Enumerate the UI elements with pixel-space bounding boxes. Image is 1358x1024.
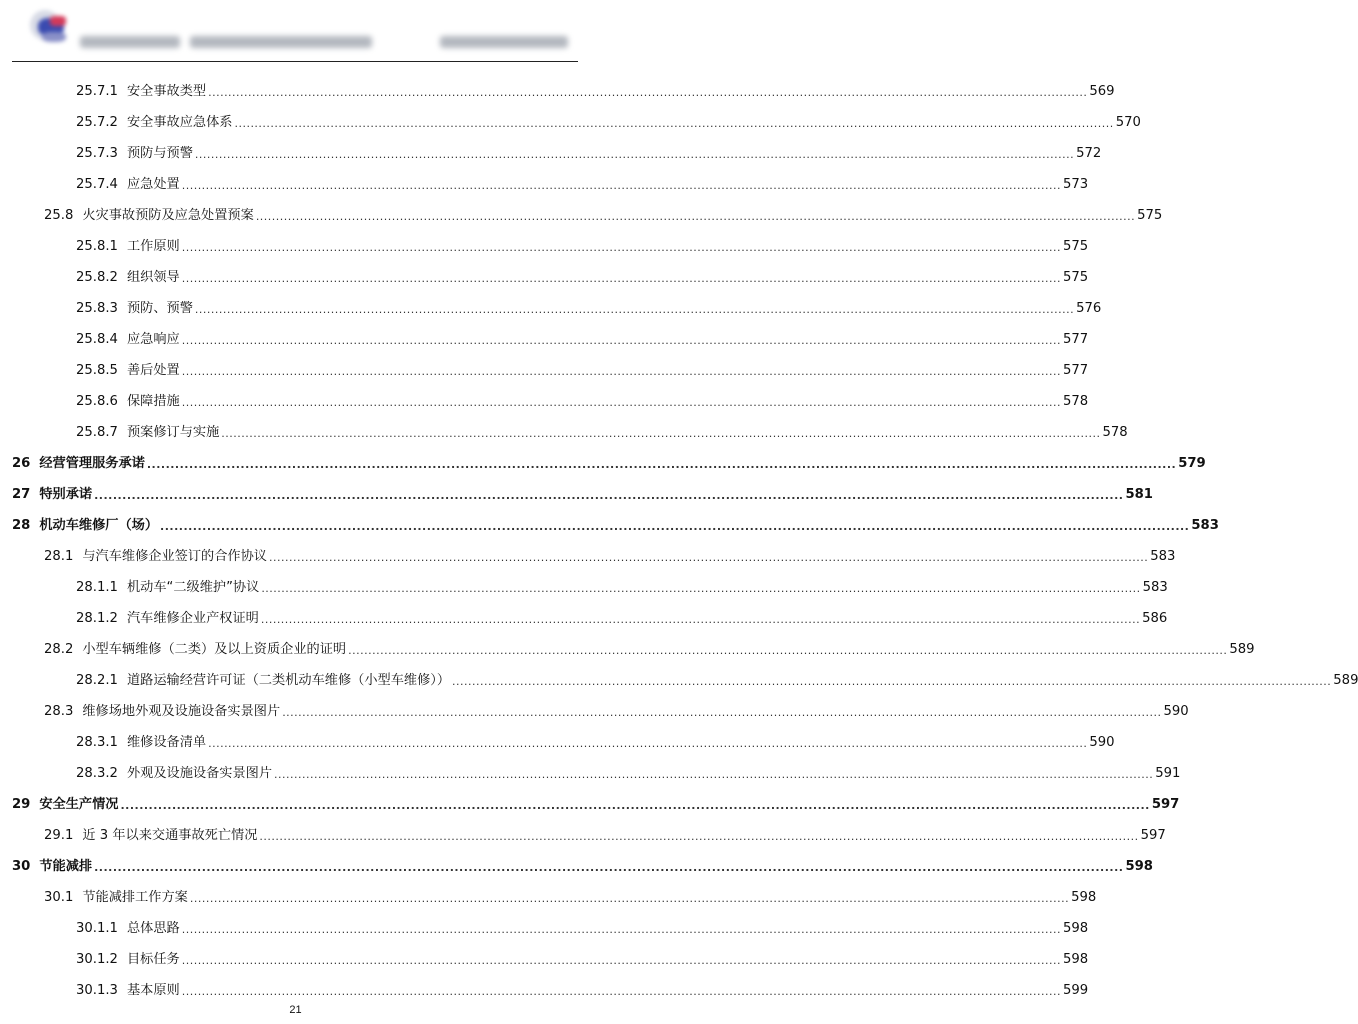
toc-entry-number: 28.1.2 — [76, 611, 118, 626]
toc-entry-page: 578 — [1062, 394, 1089, 409]
header-blurred-text-left — [80, 36, 180, 48]
toc-entry-page: 590 — [1089, 735, 1115, 750]
dot-leader: ............................................................................................................................................................................................................................ — [255, 210, 1136, 223]
dot-leader: ............................................................................................................................................................................................................................ — [181, 334, 1061, 347]
toc-entry-number: 29.1 — [44, 828, 74, 843]
toc-entry-number: 25.8.4 — [76, 332, 118, 347]
toc-entry-number: 25.7.4 — [76, 177, 118, 192]
dot-leader: ............................................................................................................................................................................................................................ — [181, 241, 1061, 254]
toc-entry-number: 30.1 — [44, 890, 74, 905]
page-header — [0, 0, 591, 62]
toc-entry-number: 28.3 — [44, 704, 74, 719]
toc-entry[interactable] — [12, 485, 1153, 505]
toc-entry-number: 30.1.1 — [76, 921, 118, 936]
toc-entry-number: 30.1.2 — [76, 952, 118, 967]
toc-entry[interactable] — [76, 82, 1115, 102]
toc-entry-title: 维修场地外观及设施设备实景图片 — [82, 704, 281, 719]
dot-leader: ............................................................................................................................................................................................................................ — [348, 644, 1228, 657]
toc-entry[interactable] — [76, 330, 1089, 350]
toc-entry[interactable] — [44, 640, 1255, 660]
dot-leader: ............................................................................................................................................................................................................................ — [274, 768, 1154, 781]
toc-entry-title: 安全事故应急体系 — [126, 115, 233, 130]
toc-entry-number: 25.8.2 — [76, 270, 118, 285]
toc-entry-title: 维修设备清单 — [126, 735, 207, 750]
dot-leader: ............................................................................................................................................................................................................................ — [146, 458, 1177, 471]
dot-leader: ............................................................................................................................................................................................................................ — [181, 272, 1061, 285]
toc-entry-page: 583 — [1150, 549, 1176, 564]
dot-leader: ............................................................................................................................................................................................................................ — [94, 489, 1124, 502]
toc-entry-page: 576 — [1076, 301, 1102, 316]
toc-entry[interactable] — [76, 733, 1115, 753]
toc-entry-page: 583 — [1142, 580, 1168, 595]
header-blurred-text-right — [440, 36, 568, 48]
toc-entry-title: 善后处置 — [126, 363, 180, 378]
toc-entry-page: 590 — [1163, 704, 1189, 719]
toc-entry[interactable] — [76, 578, 1168, 598]
dot-leader: ............................................................................................................................................................................................................................ — [208, 737, 1088, 750]
toc-entry-title: 基本原则 — [126, 983, 180, 998]
toc-entry-number: 28.1 — [44, 549, 74, 564]
toc-entry-page: 598 — [1062, 952, 1089, 967]
toc-entry-page: 575 — [1137, 208, 1163, 223]
toc-entry-number: 28.2.1 — [76, 673, 118, 688]
toc-entry-title: 安全事故类型 — [126, 84, 207, 99]
toc-entry[interactable] — [76, 144, 1102, 164]
toc-entry[interactable] — [76, 113, 1141, 133]
toc-entry-number: 25.7.2 — [76, 115, 118, 130]
toc-entry[interactable] — [12, 795, 1180, 815]
toc-entry-number: 25.7.3 — [76, 146, 118, 161]
toc-entry-number: 30 — [12, 859, 31, 874]
toc-entry[interactable] — [76, 268, 1089, 288]
dot-leader: ............................................................................................................................................................................................................................ — [181, 954, 1061, 967]
toc-entry-title: 机动车“二级维护”协议 — [126, 580, 260, 595]
toc-entry-page: 597 — [1151, 797, 1180, 812]
toc-entry-title: 近 3 年以来交通事故死亡情况 — [82, 828, 258, 843]
toc-entry-page: 577 — [1062, 332, 1089, 347]
toc-entry-page: 575 — [1062, 270, 1089, 285]
dot-leader: ............................................................................................................................................................................................................................ — [181, 985, 1061, 998]
header-rule — [12, 61, 578, 62]
toc-entry-page: 598 — [1071, 890, 1097, 905]
toc-entry-title: 汽车维修企业产权证明 — [126, 611, 259, 626]
toc-entry-page: 581 — [1125, 487, 1153, 502]
toc-entry-page: 598 — [1125, 859, 1153, 874]
company-logo — [22, 6, 80, 50]
toc-entry[interactable] — [12, 857, 1153, 877]
toc-entry-page: 579 — [1178, 456, 1206, 471]
toc-entry[interactable] — [76, 609, 1168, 629]
toc-entry-number: 25.8.3 — [76, 301, 118, 316]
toc-entry-number: 28.2 — [44, 642, 74, 657]
toc-entry-number: 28.1.1 — [76, 580, 118, 595]
dot-leader: ............................................................................................................................................................................................................................ — [234, 117, 1114, 130]
toc-entry-page: 575 — [1062, 239, 1089, 254]
toc-entry[interactable] — [76, 981, 1089, 1001]
toc-entry[interactable] — [76, 671, 1358, 691]
toc-entry-page: 570 — [1115, 115, 1141, 130]
toc-entry[interactable] — [12, 516, 1219, 536]
toc-entry-number: 27 — [12, 487, 31, 502]
toc-entry-page: 591 — [1155, 766, 1181, 781]
dot-leader: ............................................................................................................................................................................................................................ — [261, 582, 1141, 595]
toc-entry-title: 预案修订与实施 — [126, 425, 220, 440]
toc-entry-title: 火灾事故预防及应急处置预案 — [82, 208, 254, 223]
dot-leader: ............................................................................................................................................................................................................................ — [189, 892, 1070, 905]
toc-entry-title: 节能减排工作方案 — [82, 890, 188, 905]
dot-leader: ............................................................................................................................................................................................................................ — [194, 148, 1075, 161]
toc-entry-number: 26 — [12, 456, 31, 471]
toc-entry[interactable] — [76, 423, 1128, 443]
toc-entry-title: 工作原则 — [126, 239, 180, 254]
toc-entry-number: 28.3.1 — [76, 735, 118, 750]
toc-entry-number: 25.8.6 — [76, 394, 118, 409]
header-blurred-text-mid — [190, 36, 372, 48]
dot-leader: ............................................................................................................................................................................................................................ — [120, 799, 1150, 812]
dot-leader: ............................................................................................................................................................................................................................ — [181, 179, 1061, 192]
toc-entry-number: 30.1.3 — [76, 983, 118, 998]
dot-leader: ............................................................................................................................................................................................................................ — [181, 396, 1061, 409]
toc-entry-number: 29 — [12, 797, 31, 812]
toc-entry-number: 25.8 — [44, 208, 74, 223]
toc-entry-title: 特别承诺 — [39, 487, 93, 502]
toc-entry-number: 28 — [12, 518, 31, 533]
toc-entry-page: 597 — [1140, 828, 1166, 843]
toc-entry-page: 572 — [1076, 146, 1102, 161]
toc-entry-page: 598 — [1062, 921, 1089, 936]
page-number: 21 — [289, 1004, 302, 1016]
toc-entry-title: 组织领导 — [126, 270, 180, 285]
dot-leader: ............................................................................................................................................................................................................................ — [260, 613, 1141, 626]
toc-entry-title: 目标任务 — [126, 952, 180, 967]
toc-entry[interactable] — [44, 702, 1189, 722]
toc-entry-title: 与汽车维修企业签订的合作协议 — [82, 549, 267, 564]
toc-entry[interactable] — [76, 392, 1089, 412]
toc-entry-title: 小型车辆维修（二类）及以上资质企业的证明 — [82, 642, 347, 657]
toc-entry-number: 25.8.7 — [76, 425, 118, 440]
toc-entry-page: 578 — [1102, 425, 1128, 440]
toc-entry-page: 577 — [1062, 363, 1089, 378]
dot-leader: ............................................................................................................................................................................................................................ — [181, 923, 1061, 936]
toc-entry[interactable] — [76, 950, 1089, 970]
toc-entry[interactable] — [44, 826, 1166, 846]
dot-leader: ............................................................................................................................................................................................................................ — [181, 365, 1061, 378]
toc-entry-title: 安全生产情况 — [39, 797, 119, 812]
toc-entry[interactable] — [44, 547, 1176, 567]
toc-entry-title: 预防、预警 — [126, 301, 193, 316]
toc-entry-title: 机动车维修厂（场） — [39, 518, 159, 533]
toc-entry-number: 25.7.1 — [76, 84, 118, 99]
toc-entry-number: 28.3.2 — [76, 766, 118, 781]
toc-entry-page: 569 — [1089, 84, 1115, 99]
toc-entry-page: 573 — [1062, 177, 1089, 192]
toc-entry-title: 应急处置 — [126, 177, 180, 192]
toc-entry[interactable] — [76, 237, 1089, 257]
toc-entry-title: 外观及设施设备实景图片 — [126, 766, 273, 781]
toc-entry-title: 应急响应 — [126, 332, 180, 347]
dot-leader: ............................................................................................................................................................................................................................ — [208, 86, 1088, 99]
toc-entry-title: 保障措施 — [126, 394, 180, 409]
toc-entry[interactable] — [12, 454, 1206, 474]
toc-entry-title: 总体思路 — [126, 921, 180, 936]
dot-leader: ............................................................................................................................................................................................................................ — [94, 861, 1124, 874]
dot-leader: ............................................................................................................................................................................................................................ — [269, 551, 1149, 564]
toc-entry-title: 节能减排 — [39, 859, 93, 874]
toc-entry[interactable] — [76, 175, 1089, 195]
toc-entry[interactable] — [76, 764, 1181, 784]
dot-leader: ............................................................................................................................................................................................................................ — [282, 706, 1162, 719]
toc-entry-page: 589 — [1229, 642, 1255, 657]
toc-entry[interactable] — [44, 888, 1097, 908]
toc-entry-title: 预防与预警 — [126, 146, 193, 161]
dot-leader: ............................................................................................................................................................................................................................ — [194, 303, 1075, 316]
toc-entry-page: 599 — [1062, 983, 1089, 998]
toc-entry[interactable] — [76, 919, 1089, 939]
toc-entry-title: 道路运输经营许可证（二类机动车维修（小型车维修）） — [126, 673, 451, 688]
dot-leader: ............................................................................................................................................................................................................................ — [160, 520, 1190, 533]
toc-entry-title: 经营管理服务承诺 — [39, 456, 145, 471]
toc-entry-page: 583 — [1191, 518, 1219, 533]
toc-entry[interactable] — [76, 361, 1089, 381]
toc-entry-page: 589 — [1333, 673, 1358, 688]
toc-entry-number: 25.8.1 — [76, 239, 118, 254]
dot-leader: ............................................................................................................................................................................................................................ — [259, 830, 1139, 843]
toc-entry[interactable] — [76, 299, 1102, 319]
dot-leader: ............................................................................................................................................................................................................................ — [452, 675, 1332, 688]
dot-leader: ............................................................................................................................................................................................................................ — [221, 427, 1101, 440]
toc-entry-number: 25.8.5 — [76, 363, 118, 378]
toc-entry[interactable] — [44, 206, 1163, 226]
toc-entry-page: 586 — [1142, 611, 1168, 626]
